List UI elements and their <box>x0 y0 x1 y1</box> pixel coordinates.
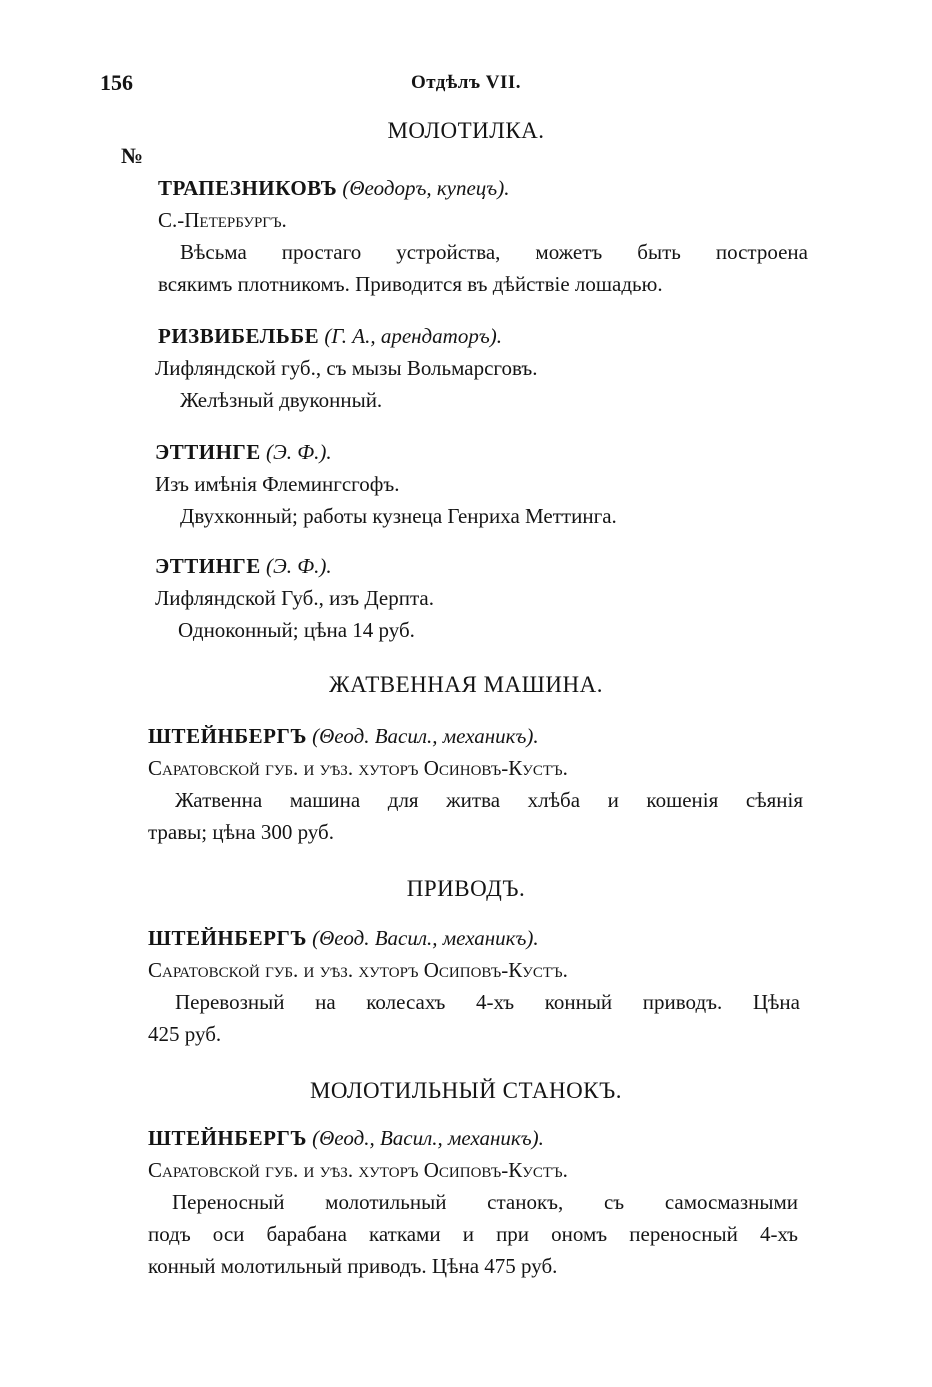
exhibitor-name: ШТЕЙНБЕРГЪ <box>148 1126 307 1150</box>
exhibitor-detail: (Θеод. Васил., механикъ). <box>312 724 539 748</box>
exhibit-description: Переносный молотильный станокъ, съ самосмазными <box>172 1190 798 1214</box>
exhibitor-name: РИЗВИБЕЛЬБЕ <box>158 324 320 348</box>
exhibit-description: 425 руб. <box>148 1022 222 1046</box>
exhibitor-line <box>158 324 502 349</box>
exhibitor-detail: (Θеодоръ, купецъ). <box>342 176 510 200</box>
exhibitor-name: ЭТТИНГЕ <box>155 440 261 464</box>
exhibit-description: Двухконный; работы кузнеца Генриха Меттинга. <box>180 504 617 528</box>
exhibit-description: Желѣзный двуконный. <box>180 388 383 412</box>
exhibit-description: подъ оси барабана катками и при ономъ переносный 4-хъ <box>148 1222 798 1246</box>
exhibitor-line <box>148 724 539 749</box>
exhibitor-detail: (Г. А., арендаторъ). <box>324 324 502 348</box>
exhibitor-name: ШТЕЙНБЕРГЪ <box>148 926 307 950</box>
exhibitor-name: ЭТТИНГЕ <box>155 554 261 578</box>
exhibit-description: Перевозный на колесахъ 4-хъ конный приводъ. Цѣна <box>175 990 800 1014</box>
exhibitor-name: ТРАПЕЗНИКОВЪ <box>158 176 338 200</box>
exhibit-description: Вѣсьма простаго устройства, можетъ быть построена <box>180 240 808 264</box>
exhibit-description: Жатвенна машина для житва хлѣба и кошенія сѣянія <box>175 788 803 812</box>
exhibitor-place: Изъ имѣнія Флемингсгофъ. <box>155 472 400 496</box>
exhibitor-place: Саратовской губ. и уѣз. хуторъ Осиновъ-Кустъ. <box>148 756 568 780</box>
exhibit-description: Одноконный; цѣна 14 руб. <box>178 618 415 642</box>
exhibitor-place: Лифляндской Губ., изъ Дерпта. <box>155 586 434 610</box>
number-sign: № <box>121 143 144 168</box>
exhibitor-detail: (Э. Ф.). <box>266 440 332 464</box>
section-title: МОЛОТИЛКА. <box>387 118 545 143</box>
section-title: ПРИВОДЪ. <box>406 876 526 901</box>
exhibitor-line <box>148 926 539 951</box>
page-number: 156 <box>100 70 133 95</box>
exhibitor-line <box>148 1126 544 1151</box>
exhibit-description: конный молотильный приводъ. Цѣна 475 руб. <box>148 1254 558 1278</box>
exhibitor-place: Саратовской губ. и уѣз. хуторъ Осиповъ-Кустъ. <box>148 1158 568 1182</box>
exhibitor-place: Саратовской губ. и уѣз. хуторъ Осиповъ-Кустъ. <box>148 958 568 982</box>
exhibitor-line <box>155 440 332 465</box>
section-title: ЖАТВЕННАЯ МАШИНА. <box>329 672 603 697</box>
exhibit-description: травы; цѣна 300 руб. <box>148 820 334 844</box>
exhibitor-place: С.-Петербургъ. <box>158 208 287 232</box>
section-title: МОЛОТИЛЬНЫЙ СТАНОКЪ. <box>309 1078 623 1103</box>
exhibitor-detail: (Θеод., Васил., механикъ). <box>312 1126 544 1150</box>
exhibitor-detail: (Э. Ф.). <box>266 554 332 578</box>
exhibitor-line <box>158 176 509 201</box>
exhibitor-detail: (Θеод. Васил., механикъ). <box>312 926 539 950</box>
running-head: Отдѣлъ VII. <box>410 72 522 93</box>
exhibitor-name: ШТЕЙНБЕРГЪ <box>148 724 307 748</box>
exhibitor-place: Лифляндской губ., съ мызы Вольмарсговъ. <box>155 356 538 380</box>
exhibitor-line <box>155 554 332 579</box>
exhibit-description: всякимъ плотникомъ. Приводится въ дѣйствіе лошадью. <box>158 272 663 296</box>
